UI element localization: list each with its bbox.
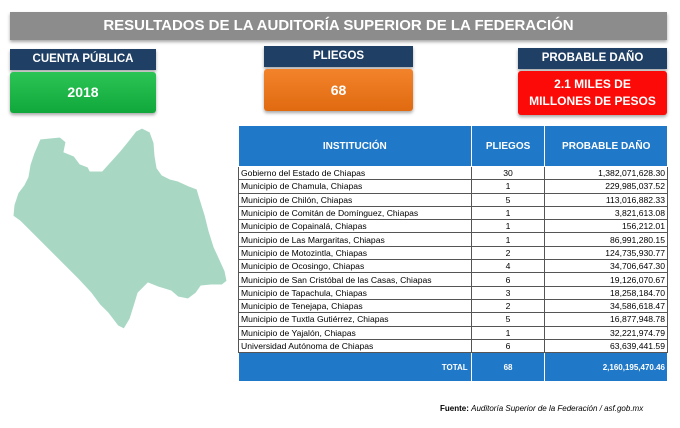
total-pliegos: 68	[471, 353, 545, 382]
chiapas-shape	[13, 128, 227, 329]
results-table	[238, 125, 668, 382]
pliegos-cell: 2	[471, 246, 545, 259]
institucion-cell: Municipio de Chilón, Chiapas	[239, 193, 472, 206]
dano-cell: 1,382,071,628.30	[545, 167, 668, 180]
institucion-cell: Municipio de Las Margaritas, Chiapas	[239, 233, 472, 246]
pliegos-cell: 1	[471, 206, 545, 219]
institucion-cell: Municipio de Motozintla, Chiapas	[239, 246, 472, 259]
column-header-institucion: INSTITUCIÓN	[239, 126, 472, 167]
dano-cell: 34,706,647.30	[545, 260, 668, 273]
institucion-cell: Municipio de Tapachula, Chiapas	[239, 286, 472, 299]
table-header-row	[239, 126, 668, 167]
table-row	[239, 167, 668, 180]
dano-cell: 156,212.01	[545, 220, 668, 233]
institucion-cell: Municipio de Chamula, Chiapas	[239, 180, 472, 193]
cuenta-publica-header: CUENTA PÚBLICA	[10, 49, 156, 70]
pliegos-cell: 4	[471, 260, 545, 273]
pliegos-header: PLIEGOS	[264, 46, 413, 67]
table-row	[239, 246, 668, 259]
pliegos-cell: 1	[471, 233, 545, 246]
source-text: Auditoría Superior de la Federación / asf.gob.mx	[471, 404, 644, 413]
total-row	[239, 353, 668, 382]
table-row	[239, 193, 668, 206]
source-label: Fuente:	[440, 404, 469, 413]
dano-cell: 34,586,618.47	[545, 299, 668, 312]
dano-cell: 18,258,184.70	[545, 286, 668, 299]
dano-cell: 229,985,037.52	[545, 180, 668, 193]
institucion-cell: Municipio de Comitán de Domínguez, Chiapas	[239, 206, 472, 219]
pliegos-cell: 1	[471, 180, 545, 193]
total-label: TOTAL	[239, 353, 472, 382]
institucion-cell: Municipio de Copainalá, Chiapas	[239, 220, 472, 233]
page-title: RESULTADOS DE LA AUDITORÍA SUPERIOR DE LA FEDERACIÓN	[10, 12, 667, 40]
source-note	[440, 404, 643, 413]
cuenta-publica-value: 2018	[10, 72, 156, 113]
institucion-cell: Municipio de San Cristóbal de las Casas, Chiapas	[239, 273, 472, 286]
table-row	[239, 220, 668, 233]
institucion-cell: Municipio de Yajalón, Chiapas	[239, 326, 472, 339]
pliegos-cell: 1	[471, 326, 545, 339]
pliegos-cell: 6	[471, 273, 545, 286]
table-row	[239, 206, 668, 219]
column-header-pliegos: PLIEGOS	[471, 126, 545, 167]
probable-dano-line2: MILLONES DE PESOS	[529, 94, 656, 108]
table-row	[239, 326, 668, 339]
table-row	[239, 273, 668, 286]
dano-cell: 63,639,441.59	[545, 339, 668, 352]
pliegos-cell: 1	[471, 220, 545, 233]
table-row	[239, 286, 668, 299]
table-row	[239, 339, 668, 352]
pliegos-cell: 30	[471, 167, 545, 180]
pliegos-cell: 6	[471, 339, 545, 352]
column-header-probable-dano: PROBABLE DAÑO	[545, 126, 668, 167]
table-row	[239, 260, 668, 273]
institucion-cell: Municipio de Tuxtla Gutiérrez, Chiapas	[239, 313, 472, 326]
pliegos-value: 68	[264, 69, 413, 111]
dano-cell: 19,126,070.67	[545, 273, 668, 286]
institucion-cell: Gobierno del Estado de Chiapas	[239, 167, 472, 180]
table-row	[239, 313, 668, 326]
dano-cell: 86,991,280.15	[545, 233, 668, 246]
dano-cell: 124,735,930.77	[545, 246, 668, 259]
dano-cell: 16,877,948.78	[545, 313, 668, 326]
table-row	[239, 180, 668, 193]
pliegos-cell: 5	[471, 313, 545, 326]
dano-cell: 32,221,974.79	[545, 326, 668, 339]
table-row	[239, 299, 668, 312]
dano-cell: 3,821,613.08	[545, 206, 668, 219]
table-row	[239, 233, 668, 246]
institucion-cell: Municipio de Tenejapa, Chiapas	[239, 299, 472, 312]
institucion-cell: Universidad Autónoma de Chiapas	[239, 339, 472, 352]
chiapas-map-image	[8, 123, 238, 335]
pliegos-cell: 3	[471, 286, 545, 299]
probable-dano-line1: 2.1 MILES DE	[554, 77, 631, 91]
institucion-cell: Municipio de Ocosingo, Chiapas	[239, 260, 472, 273]
pliegos-cell: 2	[471, 299, 545, 312]
dano-cell: 113,016,882.33	[545, 193, 668, 206]
total-dano: 2,160,195,470.46	[545, 353, 668, 382]
probable-dano-value	[518, 71, 667, 115]
pliegos-cell: 5	[471, 193, 545, 206]
probable-dano-header: PROBABLE DAÑO	[518, 48, 667, 69]
